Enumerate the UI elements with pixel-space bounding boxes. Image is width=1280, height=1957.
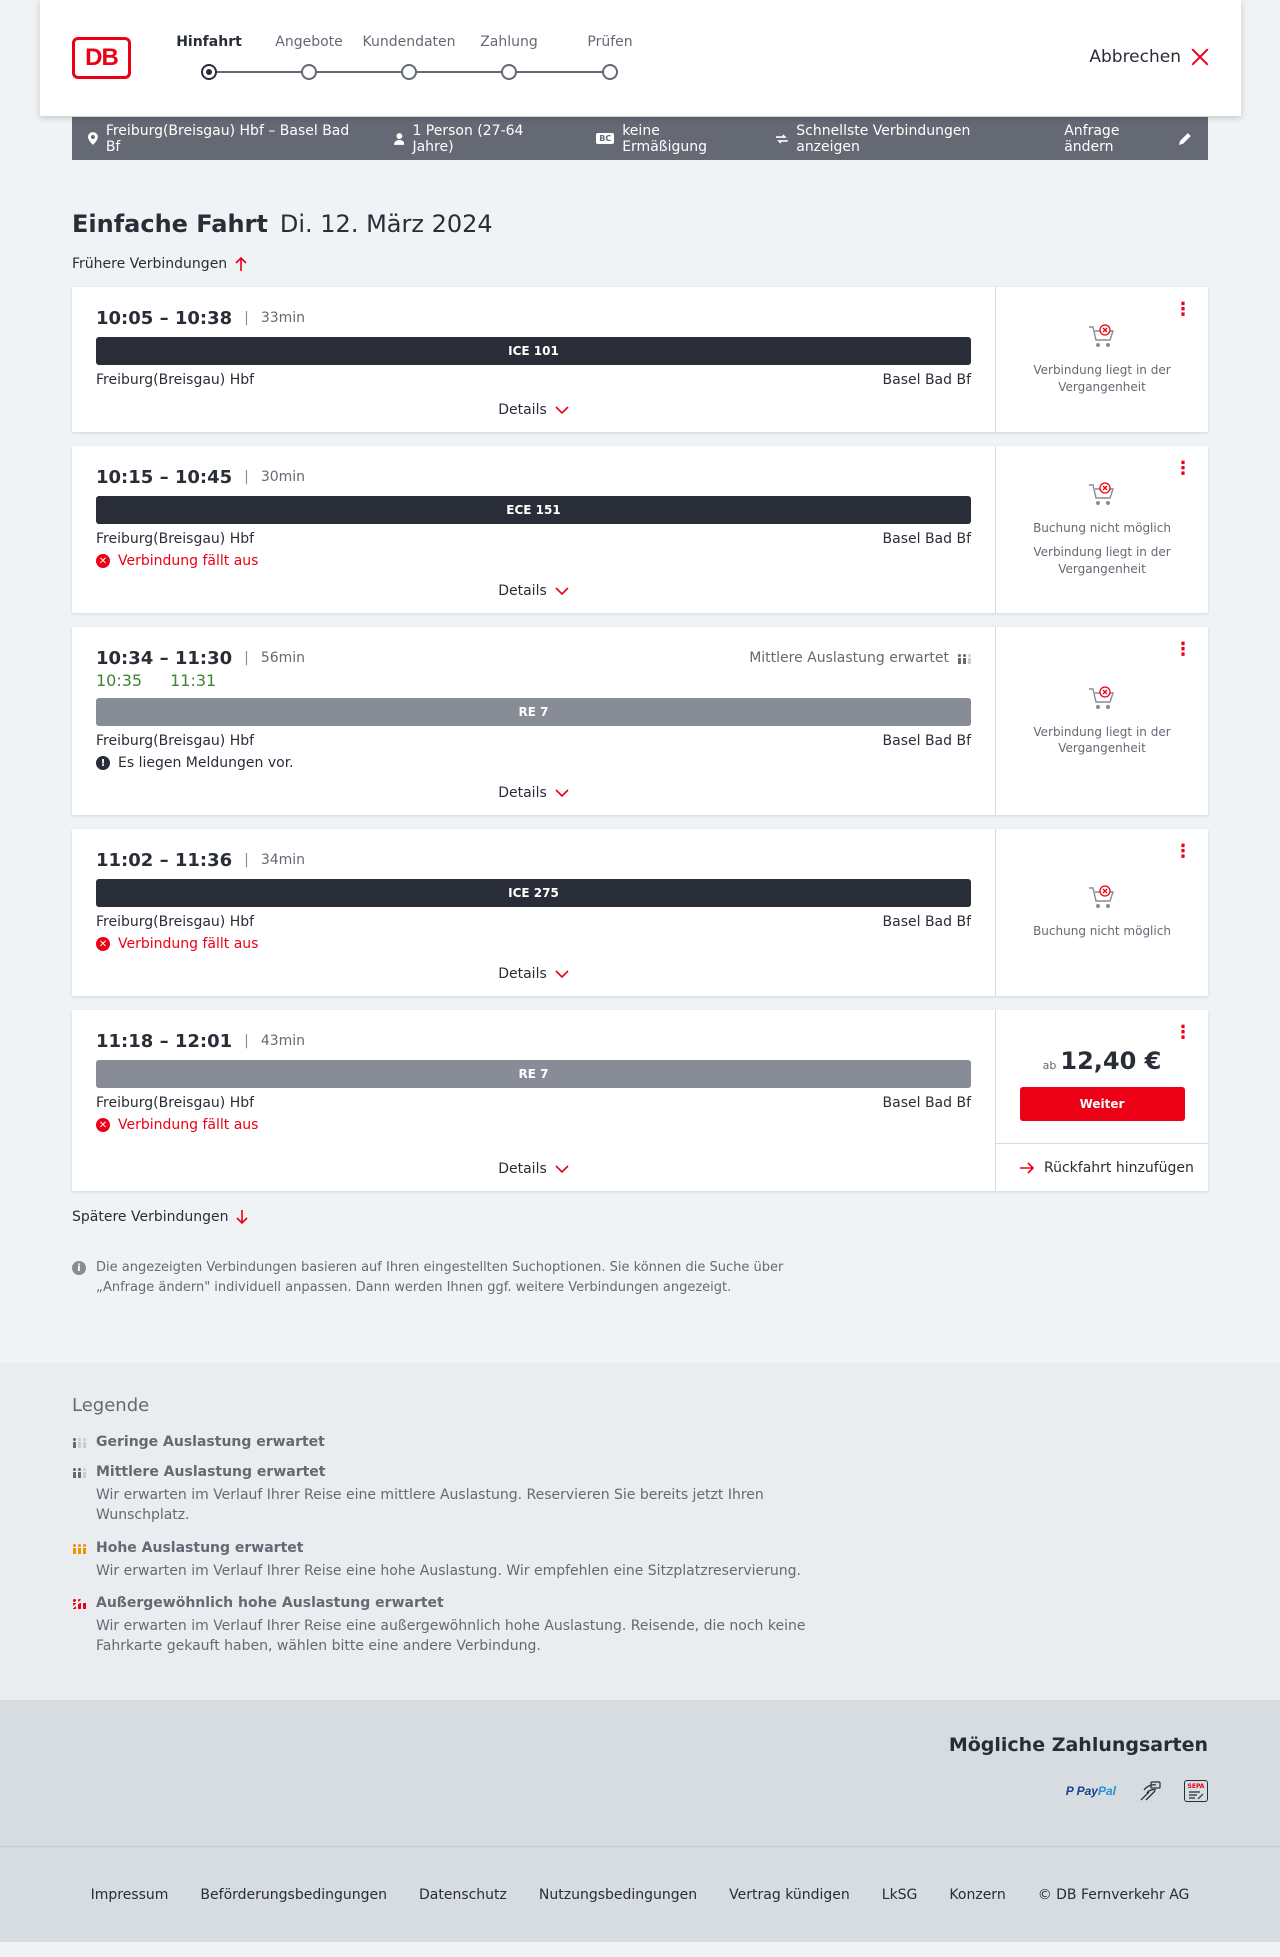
connection-main — [72, 1010, 995, 1191]
legend-item-desc: Wir erwarten im Verlauf Ihrer Reise eine hohe Auslastung. Wir empfehlen eine Sitzplatzreservierung. — [96, 1562, 801, 1579]
edit-request-button[interactable] — [1064, 123, 1192, 155]
person-icon — [394, 133, 405, 145]
alert-circle-icon: ! — [96, 756, 110, 770]
add-return-trip-button[interactable] — [996, 1143, 1208, 1191]
cancel-label: Abbrechen — [1089, 47, 1181, 67]
main-content — [0, 210, 1280, 1297]
legend-item-desc: Wir erwarten im Verlauf Ihrer Reise eine außergewöhnlich hohe Auslastung. Reisende, die noch keine Fahrkarte gekauft haben, wählen bitte eine andere Verbindung. — [96, 1617, 806, 1655]
cancellation-message — [96, 936, 971, 952]
connection-card[interactable] — [72, 446, 1208, 613]
arrow-down-icon — [236, 1210, 248, 1224]
message-text: Verbindung fällt aus — [118, 1117, 259, 1133]
cart-unavailable-icon — [1088, 324, 1116, 350]
step-dot-hinfahrt — [201, 64, 217, 80]
price — [1043, 1047, 1162, 1075]
add-return-trip-label: Rückfahrt hinzufügen — [1044, 1159, 1194, 1176]
origin-station: Freiburg(Breisgau) Hbf — [96, 733, 255, 749]
step-dot-angebote — [301, 64, 317, 80]
page-title: Einfache Fahrt — [72, 210, 268, 238]
booking-stepper — [170, 34, 770, 84]
paypal-icon: P PayPal — [1065, 1784, 1116, 1799]
occupancy-medium-icon — [957, 652, 971, 664]
origin-station: Freiburg(Breisgau) Hbf — [96, 531, 255, 547]
stations — [96, 914, 971, 930]
search-info-note — [72, 1258, 832, 1297]
connection-main — [72, 446, 995, 613]
contactless-card-icon — [1138, 1780, 1162, 1802]
chevron-down-icon — [555, 587, 569, 595]
separator: | — [244, 310, 249, 326]
more-options-icon[interactable]: ⋮ — [1174, 458, 1192, 479]
side-note: Verbindung liegt in der Vergangenheit — [1033, 363, 1171, 394]
origin-station: Freiburg(Breisgau) Hbf — [96, 1095, 255, 1111]
price-prefix: ab — [1042, 1058, 1057, 1072]
stations — [96, 531, 971, 547]
destination-station: Basel Bad Bf — [882, 733, 971, 749]
travel-date: Di. 12. März 2024 — [279, 210, 493, 238]
step-dot-kundendaten — [401, 64, 417, 80]
chevron-down-icon — [555, 789, 569, 797]
footer-link-konzern[interactable]: Konzern — [949, 1886, 1006, 1903]
chevron-down-icon — [555, 970, 569, 978]
payment-methods-title: Mögliche Zahlungsarten — [948, 1734, 1208, 1757]
earlier-connections-link[interactable] — [72, 256, 1208, 272]
sepa-label: SEPA — [1187, 1783, 1205, 1791]
destination-station: Basel Bad Bf — [882, 531, 971, 547]
origin-station: Freiburg(Breisgau) Hbf — [96, 372, 255, 388]
time-range: 11:18 – 12:01 — [96, 1030, 233, 1052]
db-logo[interactable]: DB — [72, 37, 131, 79]
connection-card[interactable] — [72, 829, 1208, 996]
details-toggle[interactable] — [96, 569, 971, 613]
connection-times — [96, 307, 971, 329]
edit-request-label: Anfrage ändern — [1064, 122, 1120, 155]
connection-card[interactable] — [72, 627, 1208, 815]
legend-item-medium — [72, 1464, 1208, 1526]
sepa-icon — [1184, 1780, 1208, 1802]
step-zahlung: Zahlung — [480, 34, 538, 50]
side-note: Verbindung liegt in der Vergangenheit — [1033, 545, 1171, 576]
separator: | — [244, 650, 249, 666]
more-options-icon[interactable]: ⋮ — [1174, 1022, 1192, 1043]
more-options-icon[interactable]: ⋮ — [1174, 639, 1192, 660]
details-label: Details — [498, 583, 547, 599]
summary-persons-text: 1 Person (27-64 Jahre) — [412, 122, 524, 155]
connection-card[interactable] — [72, 287, 1208, 432]
duration: 43min — [260, 1033, 306, 1049]
summary-discount-text: keine Ermäßigung — [622, 122, 708, 155]
connection-side — [995, 829, 1208, 996]
side-note: Buchung nicht möglich — [1033, 521, 1171, 536]
cart-unavailable-icon — [1088, 482, 1116, 508]
train-bar[interactable]: RE 7 — [96, 1060, 971, 1088]
origin-station: Freiburg(Breisgau) Hbf — [96, 914, 255, 930]
stations — [96, 372, 971, 388]
footer-link-vertrag-kuendigen[interactable]: Vertrag kündigen — [729, 1886, 850, 1903]
chevron-down-icon — [555, 406, 569, 414]
time-range: 11:02 – 11:36 — [96, 849, 233, 871]
arrow-up-icon — [235, 257, 247, 271]
footer-link-impressum[interactable]: Impressum — [90, 1886, 169, 1903]
legend-item-desc: Wir erwarten im Verlauf Ihrer Reise eine mittlere Auslastung. Reservieren Sie bereits jetzt Ihren Wunschplatz. — [96, 1487, 764, 1524]
legend-item-title: Außergewöhnlich hohe Auslastung erwartet — [96, 1594, 444, 1611]
footer-link-nutzungsbedingungen[interactable]: Nutzungsbedingungen — [538, 1886, 698, 1903]
cart-unavailable-icon — [1088, 686, 1116, 712]
more-options-icon[interactable]: ⋮ — [1174, 299, 1192, 320]
bahncard-icon: BC — [596, 133, 614, 144]
connection-main — [72, 287, 995, 432]
step-dot-pruefen — [602, 64, 618, 80]
train-bar[interactable]: ICE 101 — [96, 337, 971, 365]
time-range: 10:34 – 11:30 — [96, 647, 233, 669]
connection-times — [96, 1030, 971, 1052]
details-label: Details — [498, 402, 547, 418]
connection-times — [96, 849, 971, 871]
cancellation-message — [96, 553, 971, 569]
connection-side — [995, 1010, 1208, 1191]
sepa-lines — [1188, 1790, 1204, 1800]
later-connections-link[interactable] — [72, 1209, 1208, 1225]
info-icon: i — [72, 1261, 86, 1275]
more-options-icon[interactable]: ⋮ — [1174, 841, 1192, 862]
cancellation-message — [96, 1117, 971, 1133]
destination-station: Basel Bad Bf — [882, 1095, 971, 1111]
legend-item-title: Hohe Auslastung erwartet — [96, 1539, 304, 1556]
details-toggle[interactable] — [96, 1133, 971, 1191]
step-kundendaten: Kundendaten — [362, 34, 456, 50]
search-summary-bar — [72, 117, 1208, 160]
time-range: 10:05 – 10:38 — [96, 307, 233, 329]
message-text: Verbindung fällt aus — [118, 936, 259, 952]
legend-section — [0, 1363, 1280, 1700]
paypal-wordmark-b: Pal — [1097, 1784, 1116, 1799]
page-title-row — [72, 210, 1208, 238]
location-pin-icon — [88, 132, 98, 145]
footer-link-befoerderungsbedingungen[interactable]: Beförderungsbedingungen — [200, 1886, 387, 1903]
separator: | — [244, 852, 249, 868]
connection-side — [995, 287, 1208, 432]
legend-item-title: Mittlere Auslastung erwartet — [96, 1464, 326, 1480]
occupancy-medium-icon — [72, 1466, 86, 1478]
continue-button[interactable]: Weiter — [1020, 1087, 1185, 1121]
error-circle-icon: ✕ — [96, 1118, 110, 1132]
details-label: Details — [498, 785, 547, 801]
cart-unavailable-icon — [1088, 885, 1116, 911]
legend-item-low — [72, 1434, 1208, 1450]
legend-item-high — [72, 1540, 1208, 1581]
train-bar[interactable]: RE 7 — [96, 698, 971, 726]
connection-times — [96, 466, 971, 488]
price-box — [1020, 1010, 1185, 1143]
payment-methods-section — [0, 1700, 1280, 1847]
arrow-right-icon — [1020, 1162, 1034, 1174]
destination-station: Basel Bad Bf — [882, 914, 971, 930]
time-range: 10:15 – 10:45 — [96, 466, 233, 488]
summary-persons — [394, 123, 567, 155]
realtime-times — [96, 671, 971, 690]
error-circle-icon: ✕ — [96, 937, 110, 951]
duration: 30min — [260, 469, 306, 485]
footer — [0, 1847, 1280, 1942]
legend-item-title: Geringe Auslastung erwartet — [96, 1434, 325, 1450]
footer-link-datenschutz[interactable]: Datenschutz — [418, 1886, 507, 1903]
details-toggle[interactable] — [96, 388, 971, 432]
side-note: Verbindung liegt in der Vergangenheit — [1033, 724, 1171, 755]
info-text: Die angezeigten Verbindungen basieren auf Ihren eingestellten Suchoptionen. Sie können die Suche über „Anfrage ändern" individuell anpassen. Dann werden Ihnen ggf. weitere Verbindungen angezeigt. — [96, 1260, 784, 1295]
side-note: Buchung nicht möglich — [1033, 924, 1171, 939]
details-label: Details — [498, 966, 547, 982]
price-value: 12,40 € — [1060, 1046, 1162, 1075]
cancel-button[interactable] — [1089, 47, 1209, 67]
step-pruefen: Prüfen — [587, 34, 633, 50]
train-bar[interactable]: ECE 151 — [96, 496, 971, 524]
close-icon — [1191, 48, 1209, 66]
separator: | — [244, 469, 249, 485]
connection-main — [72, 627, 995, 815]
legend-title: Legende — [72, 1395, 150, 1416]
chevron-down-icon — [555, 1165, 569, 1173]
earlier-connections-label: Frühere Verbindungen — [72, 256, 228, 272]
pencil-icon — [1179, 132, 1192, 145]
details-toggle[interactable] — [96, 771, 971, 815]
legend-item-extreme — [72, 1595, 1208, 1657]
later-connections-label: Spätere Verbindungen — [72, 1209, 229, 1225]
occupancy-label: Mittlere Auslastung erwartet — [749, 650, 949, 666]
notice-message — [96, 755, 971, 771]
payment-icons — [1066, 1780, 1208, 1802]
error-circle-icon: ✕ — [96, 554, 110, 568]
details-label: Details — [498, 1161, 547, 1177]
step-hinfahrt: Hinfahrt — [176, 34, 242, 50]
summary-route — [88, 123, 364, 155]
occupancy-indicator — [749, 650, 971, 666]
destination-station: Basel Bad Bf — [882, 372, 971, 388]
connection-side — [995, 446, 1208, 613]
connection-side — [995, 627, 1208, 815]
stations — [96, 1095, 971, 1111]
occupancy-high-icon — [72, 1542, 86, 1554]
realtime-arrival: 11:31 — [170, 671, 217, 690]
step-angebote: Angebote — [275, 34, 343, 50]
swap-arrows-icon — [776, 134, 788, 144]
duration: 34min — [260, 852, 306, 868]
footer-copyright: © DB Fernverkehr AG — [1037, 1886, 1190, 1903]
message-text: Verbindung fällt aus — [118, 553, 259, 569]
summary-option-text: Schnellste Verbindungen anzeigen — [796, 122, 971, 155]
connection-main — [72, 829, 995, 996]
train-bar[interactable]: ICE 275 — [96, 879, 971, 907]
summary-discount — [596, 123, 746, 155]
duration: 33min — [260, 310, 306, 326]
connection-card[interactable] — [72, 1010, 1208, 1191]
stations — [96, 733, 971, 749]
details-toggle[interactable] — [96, 952, 971, 996]
step-dot-zahlung — [501, 64, 517, 80]
realtime-departure: 10:35 — [96, 671, 143, 690]
paypal-wordmark-a: Pay — [1076, 1784, 1098, 1799]
footer-link-lksg[interactable]: LkSG — [881, 1886, 918, 1903]
summary-option — [776, 123, 1034, 155]
message-text: Es liegen Meldungen vor. — [118, 755, 294, 771]
header — [40, 0, 1241, 116]
occupancy-extreme-icon — [72, 1597, 86, 1609]
summary-route-text: Freiburg(Breisgau) Hbf – Basel Bad Bf — [105, 122, 350, 155]
occupancy-low-icon — [72, 1436, 86, 1448]
separator: | — [244, 1033, 249, 1049]
duration: 56min — [260, 650, 306, 666]
